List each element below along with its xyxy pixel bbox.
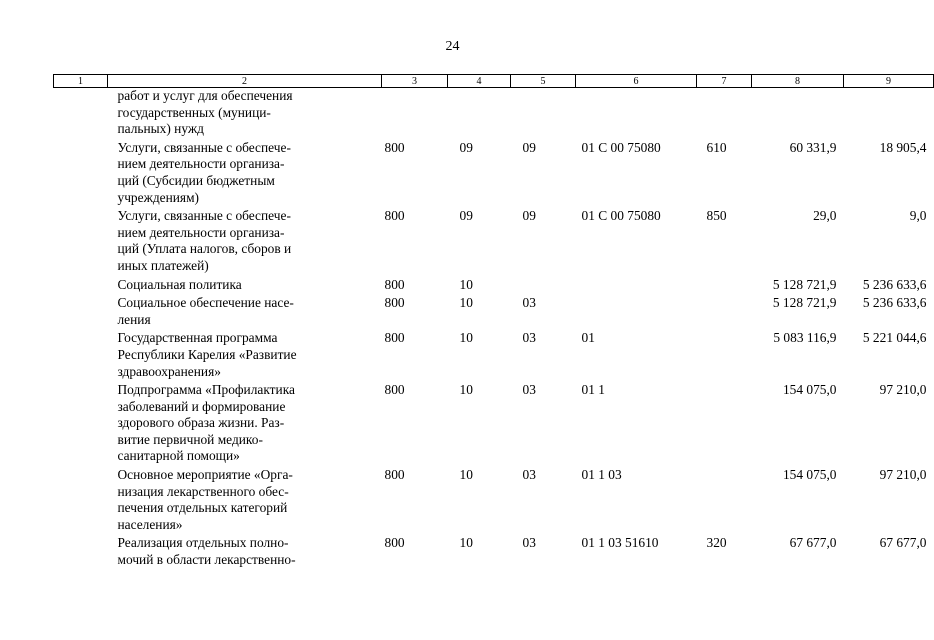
cell-expense-type (697, 382, 752, 467)
cell-description (108, 277, 382, 296)
cell-expense-type: 850 (706, 208, 727, 224)
cell-target-article: 01 1 03 (581, 467, 622, 483)
cell-admin-code: 800 (384, 330, 405, 346)
cell-amount-year2: 5 236 633,6 (862, 276, 927, 292)
cell-empty (54, 208, 108, 276)
cell-expense-type (697, 330, 752, 382)
cell-description (108, 330, 382, 382)
description-line: нием деятельности организа- (117, 156, 285, 172)
description-line: населения» (117, 516, 183, 532)
cell-description (108, 467, 382, 535)
cell-target-article (576, 277, 697, 296)
column-header: 6 (576, 75, 697, 88)
cell-description (108, 382, 382, 467)
table-row (54, 467, 934, 535)
cell-empty (54, 140, 108, 208)
description-line: Реализация отдельных полно- (117, 535, 289, 551)
description-line: Услуги, связанные с обеспече- (117, 139, 291, 155)
cell-admin-code: 800 (384, 467, 405, 483)
cell-amount-year2: 67 677,0 (879, 535, 927, 551)
cell-amount-year1 (752, 88, 844, 140)
table-row (54, 277, 934, 296)
description-line: работ и услуг для обеспечения (117, 88, 293, 103)
column-header: 4 (448, 75, 511, 88)
description-line: Республики Карелия «Развитие (117, 346, 297, 362)
table-body (54, 88, 934, 571)
cell-subsection: 03 (522, 535, 536, 551)
cell-amount-year2: 5 221 044,6 (862, 330, 927, 346)
cell-expense-type (697, 88, 752, 140)
cell-amount-year1: 5 083 116,9 (773, 330, 837, 346)
cell-subsection: 03 (522, 295, 536, 311)
cell-subsection: 09 (522, 139, 536, 155)
description-line: печения отдельных категорий (117, 500, 288, 516)
cell-amount-year2: 18 905,4 (879, 139, 927, 155)
description-line: Социальная политика (117, 276, 242, 292)
cell-description (108, 140, 382, 208)
cell-expense-type (697, 277, 752, 296)
cell-section (448, 88, 511, 140)
cell-section: 09 (459, 208, 473, 224)
cell-amount-year2: 97 210,0 (879, 382, 927, 398)
description-line: ций (Уплата налогов, сборов и (117, 241, 292, 257)
column-header: 3 (382, 75, 448, 88)
cell-target-article (576, 295, 697, 330)
cell-empty (54, 88, 108, 140)
page-number: 24 (445, 39, 460, 54)
description-line: санитарной помощи» (117, 448, 240, 464)
description-line: Социальное обеспечение насе- (117, 295, 294, 311)
cell-target-article (576, 88, 697, 140)
budget-table (53, 74, 934, 571)
table-header (54, 75, 934, 88)
cell-expense-type (697, 295, 752, 330)
cell-amount-year2: 9,0 (909, 208, 927, 224)
cell-empty (54, 330, 108, 382)
description-line: мочий в области лекарственно- (117, 552, 296, 568)
column-header: 8 (752, 75, 844, 88)
cell-description (108, 88, 382, 140)
cell-target-article: 01 С 00 75080 (581, 139, 661, 155)
cell-target-article: 01 С 00 75080 (581, 208, 661, 224)
cell-amount-year1: 60 331,9 (789, 139, 837, 155)
cell-section: 10 (459, 330, 473, 346)
cell-target-article: 01 1 03 51610 (581, 535, 659, 551)
cell-description (108, 295, 382, 330)
description-line: нием деятельности организа- (117, 224, 285, 240)
description-line: ления (117, 311, 151, 327)
column-header: 7 (697, 75, 752, 88)
cell-empty (54, 467, 108, 535)
column-number-row (54, 75, 934, 88)
description-line: Государственная программа (117, 330, 278, 346)
description-line: заболеваний и формирование (117, 398, 286, 414)
cell-empty (54, 277, 108, 296)
cell-amount-year2: 97 210,0 (879, 467, 927, 483)
description-line: учреждениям) (117, 189, 200, 205)
cell-subsection: 03 (522, 467, 536, 483)
table-row (54, 88, 934, 140)
cell-amount-year2 (844, 88, 934, 140)
cell-amount-year1: 29,0 (813, 208, 837, 224)
cell-admin-code: 800 (384, 139, 405, 155)
cell-subsection: 09 (522, 208, 536, 224)
cell-section: 10 (459, 382, 473, 398)
cell-section: 10 (459, 535, 473, 551)
description-line: Основное мероприятие «Орга- (117, 467, 293, 483)
cell-admin-code: 800 (384, 208, 405, 224)
cell-section: 10 (459, 295, 473, 311)
cell-section: 10 (459, 276, 473, 292)
table-row (54, 140, 934, 208)
cell-description (108, 535, 382, 570)
cell-expense-type (697, 467, 752, 535)
description-line: государственных (муници- (117, 104, 271, 120)
description-line: здравоохранения» (117, 363, 221, 379)
description-line: ций (Субсидии бюджетным (117, 172, 275, 188)
cell-admin-code: 800 (384, 535, 405, 551)
cell-subsection (511, 277, 576, 296)
column-header: 2 (108, 75, 382, 88)
cell-admin-code: 800 (384, 276, 405, 292)
column-header: 9 (844, 75, 934, 88)
cell-target-article: 01 1 (581, 382, 605, 398)
cell-amount-year1: 154 075,0 (782, 382, 837, 398)
cell-description (108, 208, 382, 276)
cell-section: 09 (459, 139, 473, 155)
cell-admin-code: 800 (384, 382, 405, 398)
cell-amount-year1: 5 128 721,9 (772, 276, 837, 292)
column-header: 5 (511, 75, 576, 88)
column-header: 1 (54, 75, 108, 88)
cell-subsection (511, 88, 576, 140)
table-row (54, 330, 934, 382)
table-row (54, 208, 934, 276)
description-line: витие первичной медико- (117, 431, 263, 447)
description-line: низация лекарственного обес- (117, 483, 289, 499)
cell-expense-type: 320 (706, 535, 727, 551)
cell-admin-code: 800 (384, 295, 405, 311)
table-row (54, 295, 934, 330)
cell-subsection: 03 (522, 382, 536, 398)
cell-target-article: 01 (581, 330, 595, 346)
table-row (54, 382, 934, 467)
cell-section: 10 (459, 467, 473, 483)
cell-subsection: 03 (522, 330, 536, 346)
cell-amount-year1: 5 128 721,9 (772, 295, 837, 311)
description-line: пальных) нужд (117, 121, 204, 137)
description-line: здорового образа жизни. Раз- (117, 415, 285, 431)
cell-empty (54, 535, 108, 570)
description-line: Услуги, связанные с обеспече- (117, 208, 291, 224)
description-line: иных платежей) (117, 257, 209, 273)
description-line: Подпрограмма «Профилактика (117, 382, 295, 398)
cell-amount-year2: 5 236 633,6 (862, 295, 927, 311)
cell-amount-year1: 67 677,0 (789, 535, 837, 551)
table-row (54, 535, 934, 570)
cell-amount-year1: 154 075,0 (782, 467, 837, 483)
cell-empty (54, 295, 108, 330)
cell-admin-code (382, 88, 448, 140)
cell-expense-type: 610 (706, 139, 727, 155)
cell-empty (54, 382, 108, 467)
